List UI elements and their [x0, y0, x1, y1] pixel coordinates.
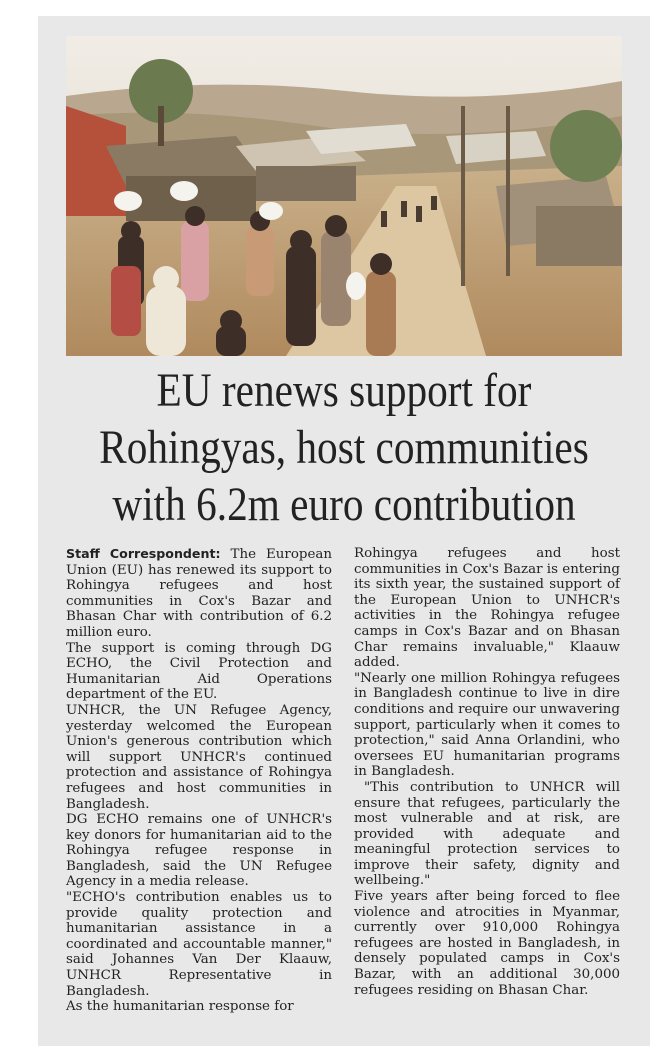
- headline: [83, 362, 606, 533]
- photo-illustration: [66, 36, 622, 356]
- paragraph: [66, 546, 332, 641]
- paragraph: UNHCR, the UN Refugee Agency, yesterday welcomed the European Union's generous contribution which will support UNHCR's continued protection and assistance of Rohingya refugees and host communities in Bangladesh.: [66, 702, 332, 812]
- paragraph: "This contribution to UNHCR will ensure that refugees, particularly the most vulnerable and at risk, are provided with adequate and meaningful protection services to improve their safety, dignity and wellbeing.": [354, 779, 620, 889]
- article-column-right: [354, 546, 620, 998]
- paragraph: Rohingya refugees and host communities in Cox's Bazar is entering its sixth year, the sustained support of the European Union to UNHCR's activities in the Rohingya refugee camps in Cox's Bazar and on Bhasan Char remains invaluable," Klaauw added.: [354, 546, 620, 671]
- paragraph: "Nearly one million Rohingya refugees in Bangladesh continue to live in dire conditions and require our unwavering support, particularly when it comes to protection," said Anna Orlandini, who oversees EU humanitarian programs in Bangladesh.: [354, 670, 620, 780]
- byline: Staff Correspondent:: [66, 546, 221, 561]
- paragraph: "ECHO's contribution enables us to provide quality protection and humanitarian assistance in a coordinated and accountable manner," said Johannes Van Der Klaauw, UNHCR Representative in Bangladesh.: [66, 890, 332, 999]
- paragraph: The support is coming through DG ECHO, the Civil Protection and Humanitarian Aid Operations department of the EU.: [66, 640, 332, 703]
- headline-line: Rohingyas, host communities: [99, 421, 589, 474]
- refugee-camp-photo: [66, 36, 622, 356]
- article-column-left: [66, 546, 332, 1015]
- paragraph: As the humanitarian response for: [66, 999, 294, 1015]
- headline-line: EU renews support for: [156, 364, 532, 417]
- paragraph: DG ECHO remains one of UNHCR's key donors for humanitarian aid to the Rohingya refugee response in Bangladesh, said the UN Refugee Agency in a media release.: [66, 812, 332, 890]
- paragraph: Five years after being forced to flee violence and atrocities in Myanmar, currently over 910,000 Rohingya refugees are hosted in Bangladesh, in densely populated camps in Cox's Bazar, with an additional 30,000 refugees residing on Bhasan Char.: [354, 889, 620, 998]
- headline-line: with 6.2m euro contribution: [112, 478, 576, 531]
- paragraph-text: The European Union (EU) has renewed its support to Rohingya refugees and host communities in Cox's Bazar and Bhasan Char with contribution of 6.2 million euro.: [66, 547, 332, 640]
